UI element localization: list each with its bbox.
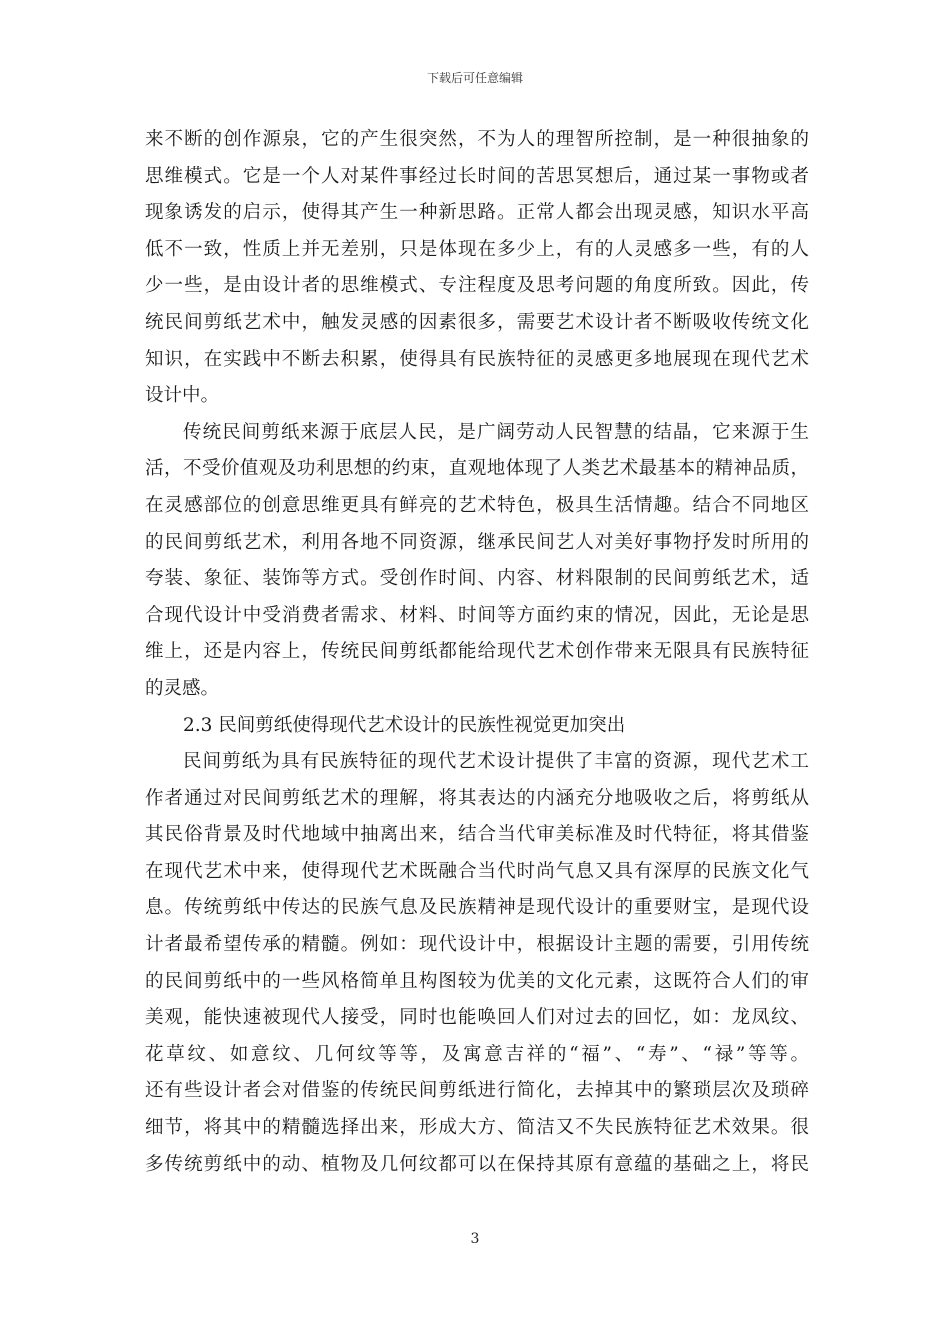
text-line: 统民间剪纸艺术中，触发灵感的因素很多，需要艺术设计者不断吸收传统文化	[145, 311, 809, 333]
text-line: 思维模式。它是一个人对某件事经过长时间的苦思冥想后，通过某一事物或者	[145, 165, 809, 187]
text-line: 合现代设计中受消费者需求、材料、时间等方面约束的情况，因此，无论是思	[145, 604, 809, 626]
text-line: 维上，还是内容上，传统民间剪纸都能给现代艺术创作带来无限具有民族特征	[145, 641, 809, 663]
text-line: 活，不受价值观及功利思想的约束，直观地体现了人类艺术最基本的精神品质，	[145, 458, 809, 480]
text-line: 知识，在实践中不断去积累，使得具有民族特征的灵感更多地展现在现代艺术	[145, 348, 809, 370]
text-line: 计者最希望传承的精髓。例如：现代设计中，根据设计主题的需要，引用传统	[145, 934, 809, 956]
text-line: 在灵感部位的创意思维更具有鲜亮的艺术特色，极具生活情趣。结合不同地区	[145, 494, 809, 516]
text-line: 的灵感。	[145, 677, 220, 699]
text-line: 少一些，是由设计者的思维模式、专注程度及思考问题的角度所致。因此，传	[145, 275, 809, 297]
section-heading: 2.3 民间剪纸使得现代艺术设计的民族性视觉更加突出	[183, 714, 626, 736]
text-line: 的民间剪纸中的一些风格简单且构图较为优美的文化元素，这既符合人们的审	[145, 970, 809, 992]
text-line: 民间剪纸为具有民族特征的现代艺术设计提供了丰富的资源，现代艺术工	[183, 751, 809, 773]
text-line: 花草纹、如意纹、几何纹等等，及寓意吉祥的“福”、“寿”、“禄”等等。	[145, 1043, 809, 1065]
text-line: 的民间剪纸艺术，利用各地不同资源，继承民间艺人对美好事物抒发时所用的	[145, 531, 809, 553]
text-line: 设计中。	[145, 385, 220, 407]
text-line: 夸装、象征、装饰等方式。受创作时间、内容、材料限制的民间剪纸艺术，适	[145, 568, 809, 590]
text-line: 其民俗背景及时代地域中抽离出来，结合当代审美标准及时代特征，将其借鉴	[145, 824, 809, 846]
paragraph-2	[145, 415, 809, 708]
text-line: 现象诱发的启示，使得其产生一种新思路。正常人都会出现灵感，知识水平高	[145, 202, 809, 224]
text-line: 还有些设计者会对借鉴的传统民间剪纸进行简化，去掉其中的繁琐层次及琐碎	[145, 1080, 809, 1102]
text-line: 美观，能快速被现代人接受，同时也能唤回人们对过去的回忆，如：龙凤纹、	[145, 1007, 809, 1029]
paragraph-1	[145, 122, 809, 415]
text-line: 作者通过对民间剪纸艺术的理解，将其表达的内涵充分地吸收之后，将剪纸从	[145, 787, 809, 809]
page-number: 3	[470, 1231, 480, 1247]
text-line: 多传统剪纸中的动、植物及几何纹都可以在保持其原有意蕴的基础之上，将民	[145, 1153, 809, 1175]
page-header: 下载后可任意编辑	[426, 71, 523, 85]
text-line: 来不断的创作源泉，它的产生很突然，不为人的理智所控制，是一种很抽象的	[145, 129, 809, 150]
paragraph-3	[145, 744, 809, 1183]
text-line: 在现代艺术中来，使得现代艺术既融合当代时尚气息又具有深厚的民族文化气	[145, 860, 809, 882]
body-text	[145, 122, 809, 1183]
text-line: 低不一致，性质上并无差别，只是体现在多少上，有的人灵感多一些，有的人	[145, 238, 809, 260]
text-line: 传统民间剪纸来源于底层人民，是广阔劳动人民智慧的结晶，它来源于生	[183, 421, 809, 443]
text-line: 息。传统剪纸中传达的民族气息及民族精神是现代设计的重要财宝，是现代设	[145, 897, 809, 919]
text-line: 细节，将其中的精髓选择出来，形成大方、简洁又不失民族特征艺术效果。很	[145, 1117, 809, 1139]
